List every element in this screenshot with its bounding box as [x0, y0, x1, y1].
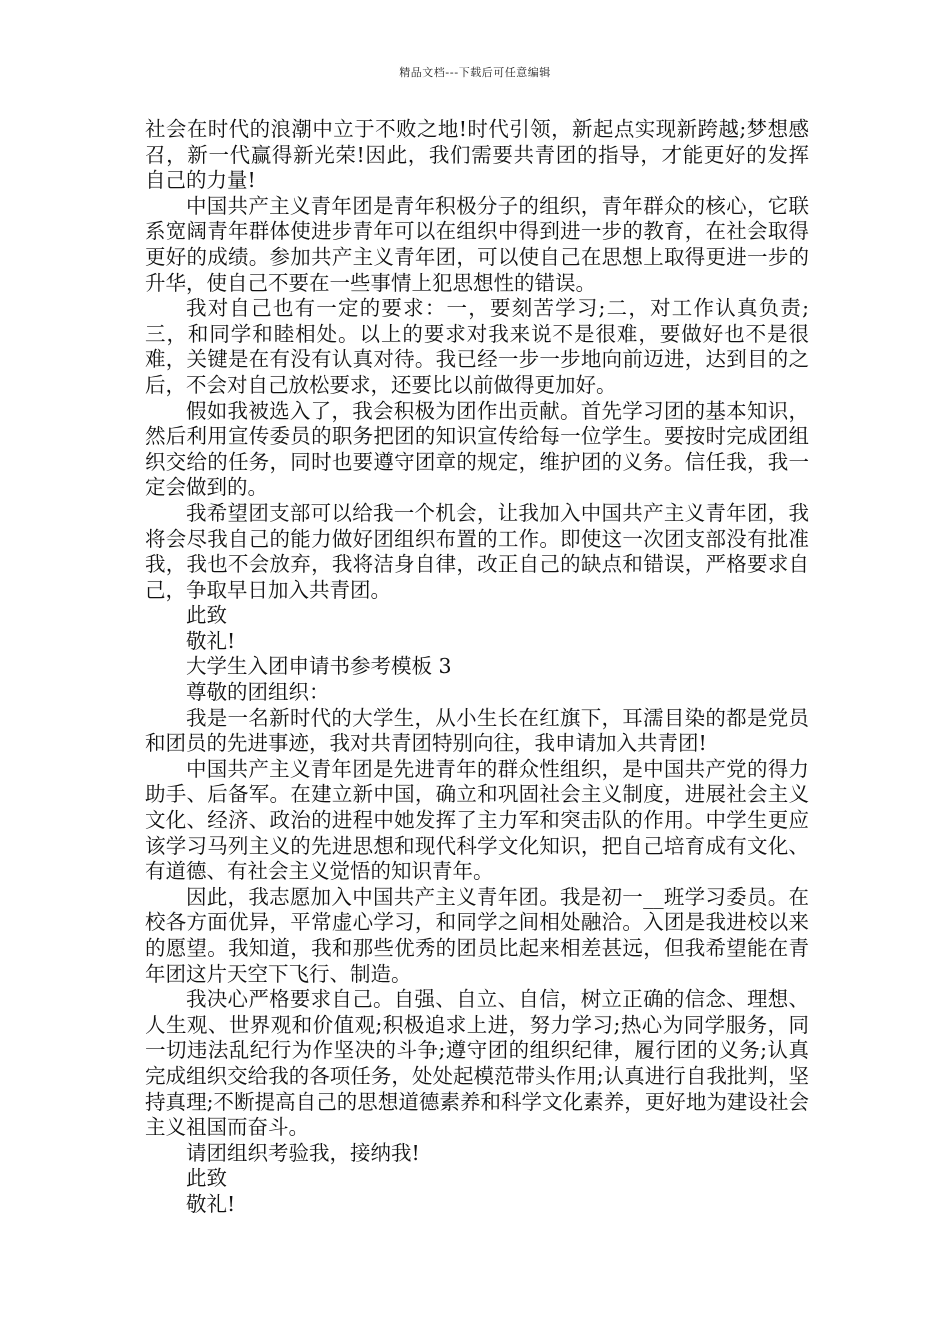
paragraph: 我是一名新时代的大学生，从小生长在红旗下，耳濡目染的都是党员和团员的先进事迹，我对共青团特别向往，我申请加入共青团!: [145, 705, 809, 756]
document-body: [145, 117, 809, 1218]
paragraph: 我对自己也有一定的要求：一，要刻苦学习;二，对工作认真负责;三，和同学和睦相处。以上的要求对我来说不是很难，要做好也不是很难，关键是在有没有认真对待。我已经一步一步地向前迈进，达到目的之后，不会对自己放松要求，还要比以前做得更加好。: [145, 296, 809, 397]
closing-regards: 敬礼!: [186, 1191, 236, 1216]
greeting: 尊敬的团组织：: [186, 680, 330, 705]
paragraph: 我决心严格要求自己。自强、自立、自信，树立正确的信念、理想、人生观、世界观和价值观;积极追求上进，努力学习;热心为同学服务，同一切违法乱纪行为作坚决的斗争;遵守团的组织纪律，履行团的义务;认真完成组织交给我的各项任务，处处起模范带头作用;认真进行自我批判，坚持真理;不断提高自己的思想道德素养和科学文化素养，更好地为建设社会主义祖国而奋斗。: [145, 987, 809, 1140]
paragraph: 社会在时代的浪潮中立于不败之地!时代引领，新起点实现新跨越;梦想感召，新一代赢得新光荣!因此，我们需要共青团的指导，才能更好的发挥自己的力量!: [145, 117, 809, 193]
paragraph: 请团组织考验我，接纳我!: [186, 1140, 420, 1165]
paragraph: 中国共产主义青年团是先进青年的群众性组织，是中国共产党的得力助手、后备军。在建立新中国，确立和巩固社会主义制度，进展社会主义文化、经济、政治的进程中她发挥了主力军和突击队的作用。中学生更应该学习马列主义的先进思想和现代科学文化知识，把自己培育成有文化、有道德、有社会主义觉悟的知识青年。: [145, 756, 809, 884]
paragraph: 因此，我志愿加入中国共产主义青年团。我是初一__班学习委员。在校各方面优异，平常虚心学习，和同学之间相处融洽。入团是我进校以来的愿望。我知道，我和那些优秀的团员比起来相差甚远，但我希望能在青年团这片天空下飞行、制造。: [145, 884, 809, 986]
closing-salutation: 此致: [186, 603, 227, 628]
paragraph: 我希望团支部可以给我一个机会，让我加入中国共产主义青年团，我将会尽我自己的能力做好团组织布置的工作。即使这一次团支部没有批准我，我也不会放弃，我将洁身自律，改正自己的缺点和错误，严格要求自己，争取早日加入共青团。: [145, 500, 809, 602]
closing-regards: 敬礼!: [186, 628, 236, 653]
page-header: 精品文档---下载后可任意编辑: [399, 66, 551, 79]
paragraph: 中国共产主义青年团是青年积极分子的组织，青年群众的核心，它联系宽阔青年群体使进步青年可以在组织中得到进一步的教育，在社会取得更好的成绩。参加共产主义青年团，可以使自己在思想上取得更进一步的升华，使自己不要在一些事情上犯思想性的错误。: [145, 193, 809, 295]
paragraph: 假如我被选入了，我会积极为团作出贡献。首先学习团的基本知识，然后利用宣传委员的职务把团的知识宣传给每一位学生。要按时完成团组织交给的任务，同时也要遵守团章的规定，维护团的义务。信任我，我一定会做到的。: [145, 398, 809, 500]
closing-salutation: 此致: [186, 1166, 227, 1191]
section-title: 大学生入团申请书参考模板 3: [186, 654, 452, 679]
